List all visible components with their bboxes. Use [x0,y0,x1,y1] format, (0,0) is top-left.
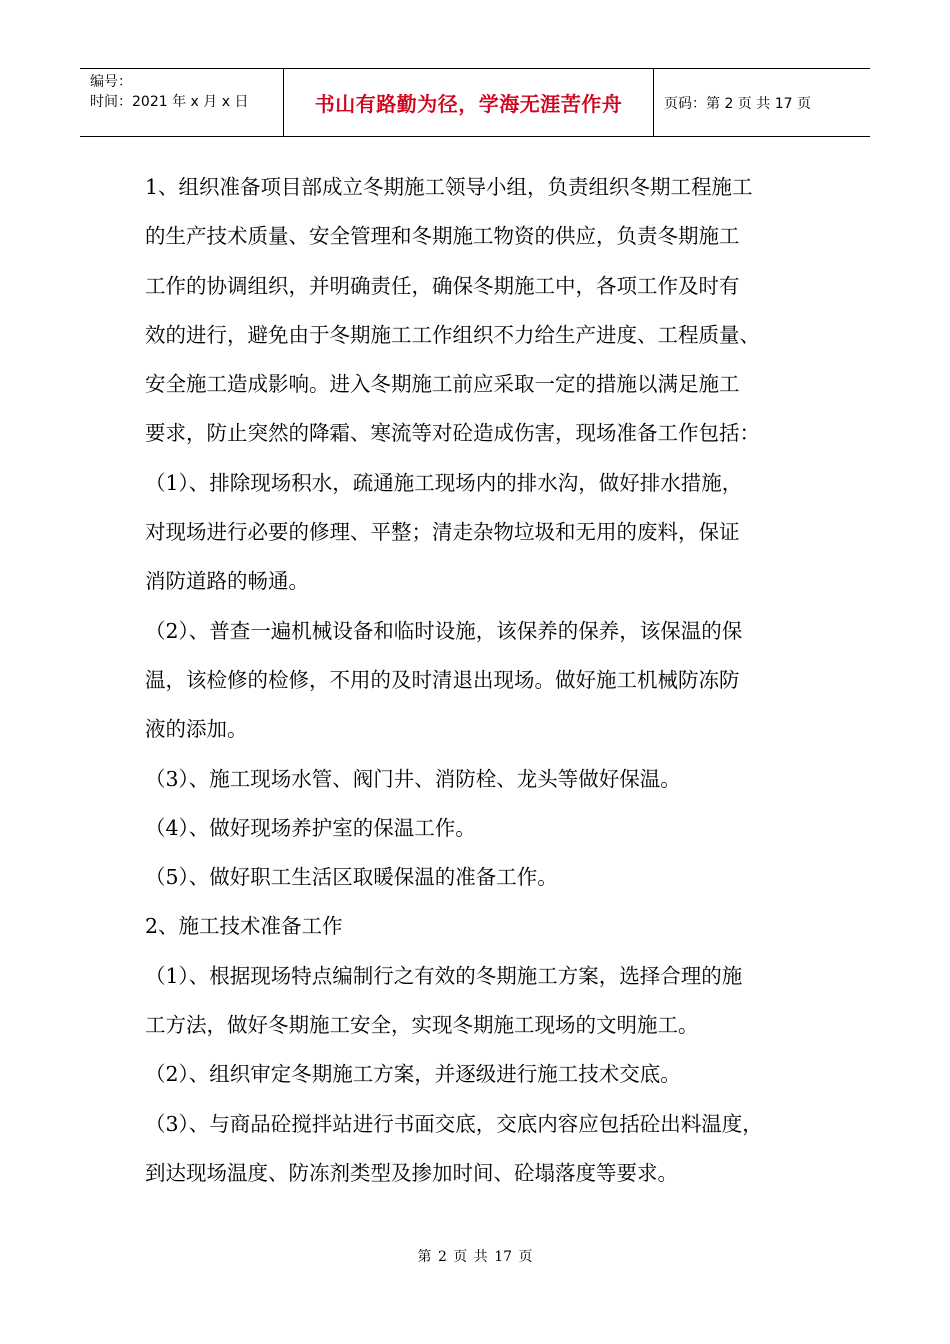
document-time-label: 时间：2021 年 x 月 x 日 [90,94,249,110]
body-line: 效的进行，避免由于冬期施工工作组织不力给生产进度、工程质量、 [145,322,760,347]
body-line: 安全施工造成影响。进入冬期施工前应采取一定的措施以满足施工 [145,372,740,397]
body-line: （1）、根据现场特点编制行之有效的冬期施工方案，选择合理的施 [145,963,743,988]
body-line: （3）、与商品砼搅拌站进行书面交底，交底内容应包括砼出料温度， [145,1111,763,1136]
document-number-label: 编号： [90,74,132,90]
document-body [145,163,835,1198]
body-line: 工方法，做好冬期施工安全，实现冬期施工现场的文明施工。 [145,1013,699,1038]
body-line: 工作的协调组织，并明确责任，确保冬期施工中，各项工作及时有 [145,273,740,298]
header-meta [80,69,284,136]
body-line: （2）、组织审定冬期施工方案，并逐级进行施工技术交底。 [145,1062,681,1087]
body-line: 的生产技术质量、安全管理和冬期施工物资的供应，负责冬期施工 [145,224,740,249]
body-line: 到达现场温度、防冻剂类型及掺加时间、砼塌落度等要求。 [145,1160,678,1185]
body-line: 温，该检修的检修，不用的及时清退出现场。做好施工机械防冻防 [145,667,740,692]
page-footer: 第 2 页 共 17 页 [417,1249,533,1265]
body-line: （4）、做好现场养护室的保温工作。 [145,815,476,840]
body-line: （1）、排除现场积水，疏通施工现场内的排水沟，做好排水措施， [145,470,743,495]
body-line: （2）、普查一遍机械设备和临时设施，该保养的保养，该保温的保 [145,618,743,643]
body-line: 1、组织准备项目部成立冬期施工领导小组，负责组织冬期工程施工 [145,175,753,199]
header-page-info: 页码：第 2 页 共 17 页 [664,95,811,112]
body-line: 2、施工技术准备工作 [145,914,343,939]
body-line: 要求，防止突然的降霜、寒流等对砼造成伤害，现场准备工作包括： [145,421,760,446]
body-line: （5）、做好职工生活区取暖保温的准备工作。 [145,865,558,890]
body-line: 液的添加。 [145,717,248,742]
body-line: （3）、施工现场水管、阀门井、消防栓、龙头等做好保温。 [145,766,681,791]
body-line: 消防道路的畅通。 [145,569,309,594]
header-motto: 书山有路勤为径，学海无涯苦作舟 [284,69,654,136]
body-line: 对现场进行必要的修理、平整；清走杂物垃圾和无用的废料，保证 [145,520,740,545]
document-header [80,68,870,137]
